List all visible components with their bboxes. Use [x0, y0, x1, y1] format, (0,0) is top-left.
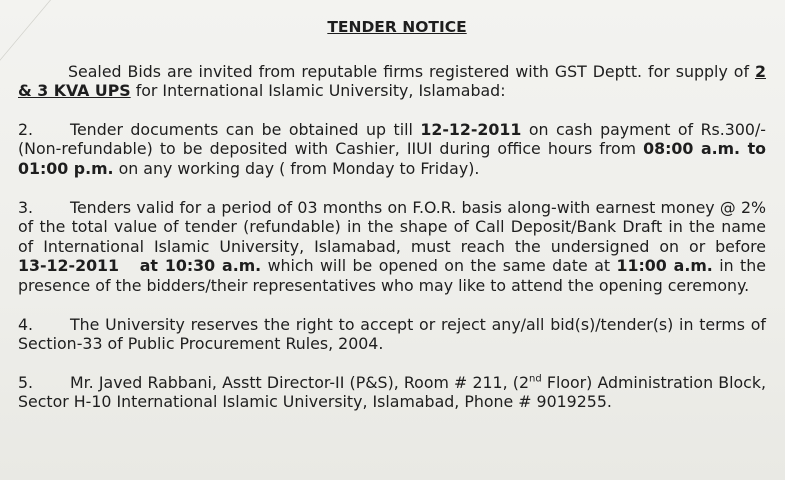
p2-text-2: on cash payment of Rs.300/- (Non-refundable) to be deposited with Cashier, IIUI during office hours from: [18, 119, 766, 159]
p2-date-bold: 12-12-2011: [420, 119, 522, 139]
p5-text-2: Floor) Administration Block, Sector H-10 International Islamic University, Islamabad, Phone # 9019255.: [18, 372, 766, 412]
paragraph-number: 4.: [18, 314, 34, 334]
p3-deadline-bold: 13-12-2011 at 10:30 a.m.: [18, 256, 262, 276]
paragraph-5: [18, 373, 766, 412]
p3-text-2: which will be opened on the same date at: [261, 256, 617, 276]
paragraph-number: 2.: [18, 119, 34, 139]
paragraph-3: [18, 198, 766, 296]
paragraph-number: 3.: [18, 197, 34, 217]
p3-text-1: Tenders valid for a period of 03 months on F.O.R. basis along-with earnest money @ 2% of the total value of tender (refundable) in the shape of Call Deposit/Bank Draft in the name of International Islamic University, Islamabad, must reach the undersigned on or before: [18, 197, 766, 256]
tender-notice: [18, 18, 766, 431]
notice-title: TENDER NOTICE: [327, 18, 467, 36]
p3-opening-time-bold: 11:00 a.m.: [616, 256, 713, 276]
intro-text-2: for International Islamic University, Islamabad:: [130, 81, 506, 101]
p5-superscript: nd: [529, 373, 542, 385]
p2-hours-bold: 08:00 a.m. to 01:00 p.m.: [18, 139, 766, 178]
paragraph-number: 5.: [18, 372, 34, 392]
paragraph-intro: [18, 62, 766, 101]
paragraph-2: [18, 120, 766, 179]
p2-text-1: Tender documents can be obtained up till: [70, 119, 421, 139]
paragraph-4: [18, 315, 766, 354]
p2-text-3: on any working day ( from Monday to Friday).: [113, 158, 480, 178]
p4-text-1: The University reserves the right to accept or reject any/all bid(s)/tender(s) in terms of Section-33 of Public Procurement Rules, 2004.: [18, 314, 766, 354]
p5-text-1: Mr. Javed Rabbani, Asstt Director-II (P&S), Room # 211, (2: [70, 372, 530, 392]
intro-text-1: Sealed Bids are invited from reputable firms registered with GST Deptt. for supply of: [68, 61, 755, 81]
p3-text-3: in the presence of the bidders/their representatives who may like to attend the opening ceremony.: [18, 256, 766, 295]
intro-item-bold: 2 & 3 KVA UPS: [18, 61, 766, 101]
